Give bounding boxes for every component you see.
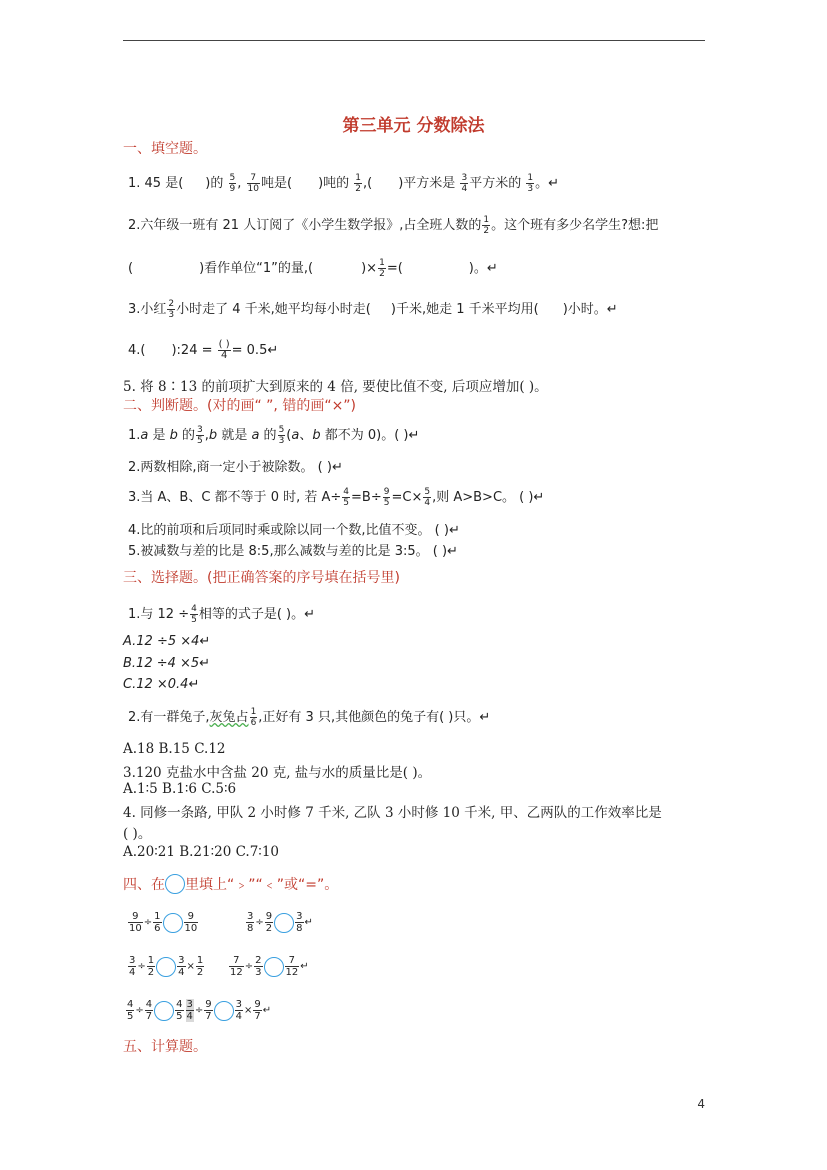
compare-4: $\frac{7}{12}$ ÷ $\frac{2}{3}$ $\frac{7}{12}$ ↵ — [230, 955, 309, 978]
compare-5: $\frac{4}{5}$ ÷ $\frac{4}{7}$ $\frac{4}{5}$ $\frac{3}{4}$ ÷ $\frac{9}{7}$ $\frac{3}{4}$ × $\frac{9}{7}$ ↵ — [127, 999, 272, 1022]
section-compare: 四、在 里填上“﹥”“﹤”或“=”。 — [123, 874, 338, 894]
circle-icon — [165, 874, 185, 894]
choice-2: 2.有一群兔子,灰兔占 $\frac{1}{6}$ ,正好有 3 只,其他颜色的兔子有( )只。↵ — [128, 707, 491, 728]
judge-4: 4.比的前项和后项同时乘或除以同一个数,比值不变。 ( )↵ — [128, 523, 460, 538]
judge-5: 5.被减数与差的比是 8:5,那么减数与差的比是 3:5。 ( )↵ — [128, 544, 458, 559]
question-1-4: 4.( ):24 = $\frac{( )}{4}$ = 0.5↵ — [128, 339, 279, 361]
answer-circle[interactable] — [163, 913, 183, 933]
header-rule — [123, 40, 705, 41]
answer-circle[interactable] — [156, 957, 176, 977]
judge-3: 3.当 A、B、C 都不等于 0 时, 若 A÷ $\frac{4}{5}$ =B÷ $\frac{9}{5}$ =C× $\frac{5}{4}$ ,则 A>B>C。 ( )↵ — [128, 487, 545, 508]
compare-1: $\frac{9}{10}$ ÷ $\frac{1}{6}$ $\frac{9}{10}$ — [129, 911, 198, 934]
section-calculation: 五、计算题。 — [123, 1039, 207, 1055]
question-1-5: 5. 将 8∶13 的前项扩大到原来的 4 倍, 要使比值不变, 后项应增加( )。 — [123, 379, 548, 395]
question-1-3: 3.小红 $\frac{2}{3}$ 小时走了 4 千米,她平均每小时走( )千米,她走 1 千米平均用( )小时。↵ — [128, 299, 618, 320]
choice-1-option-c: C.12 ×0.4↵ — [123, 677, 200, 692]
answer-circle[interactable] — [154, 1001, 174, 1021]
answer-circle[interactable] — [264, 957, 284, 977]
page-number: 4 — [697, 1097, 705, 1111]
choice-2-options: A.18 B.15 C.12 — [123, 741, 226, 757]
question-1-2-cont: ( )看作单位“1”的量,( )× $\frac{1}{2}$ =( )。↵ — [128, 258, 498, 279]
choice-4-cont: ( )。 — [123, 826, 152, 842]
compare-2: $\frac{3}{8}$ ÷ $\frac{9}{2}$ $\frac{3}{8}$ ↵ — [247, 911, 313, 934]
choice-3-options: A.1∶5 B.1∶6 C.5∶6 — [123, 781, 237, 797]
compare-3: $\frac{3}{4}$ ÷ $\frac{1}{2}$ $\frac{3}{4}$ × $\frac{1}{2}$ — [129, 955, 204, 978]
judge-1: 1.a 是 b 的 $\frac{3}{5}$ ,b 就是 a 的 $\frac{5}{3}$ (a、b 都不为 0)。( )↵ — [128, 425, 420, 446]
choice-1: 1.与 12 ÷ $\frac{4}{5}$ 相等的式子是( )。↵ — [128, 604, 316, 625]
page-title: 第三单元 分数除法 — [342, 116, 485, 136]
answer-circle[interactable] — [274, 913, 294, 933]
choice-4-options: A.20∶21 B.21∶20 C.7∶10 — [123, 844, 279, 860]
question-1-1: 1. 45 是( )的 $\frac{5}{9}$ , $\frac{7}{10}$ 吨是( )吨的 $\frac{1}{2}$ ,( )平方米是 $\frac{3}{4}$ 平方米的 $\frac{1}{3}$ 。↵ — [128, 173, 559, 194]
section-choice: 三、选择题。(把正确答案的序号填在括号里) — [123, 570, 400, 586]
judge-2: 2.两数相除,商一定小于被除数。 ( )↵ — [128, 460, 343, 475]
answer-circle[interactable] — [214, 1001, 234, 1021]
choice-1-option-b: B.12 ÷4 ×5↵ — [123, 656, 211, 671]
section-true-false: 二、判断题。(对的画“ ”, 错的画“×”) — [123, 398, 357, 414]
choice-4: 4. 同修一条路, 甲队 2 小时修 7 千米, 乙队 3 小时修 10 千米, 甲、乙两队的工作效率比是 — [123, 805, 662, 821]
question-1-2: 2.六年级一班有 21 人订阅了《小学生数学报》,占全班人数的 $\frac{1}{2}$ 。这个班有多少名学生?想:把 — [128, 215, 659, 236]
choice-3: 3.120 克盐水中含盐 20 克, 盐与水的质量比是( )。 — [123, 765, 432, 781]
section-fill-in: 一、填空题。 — [123, 141, 207, 157]
choice-1-option-a: A.12 ÷5 ×4↵ — [123, 634, 211, 649]
